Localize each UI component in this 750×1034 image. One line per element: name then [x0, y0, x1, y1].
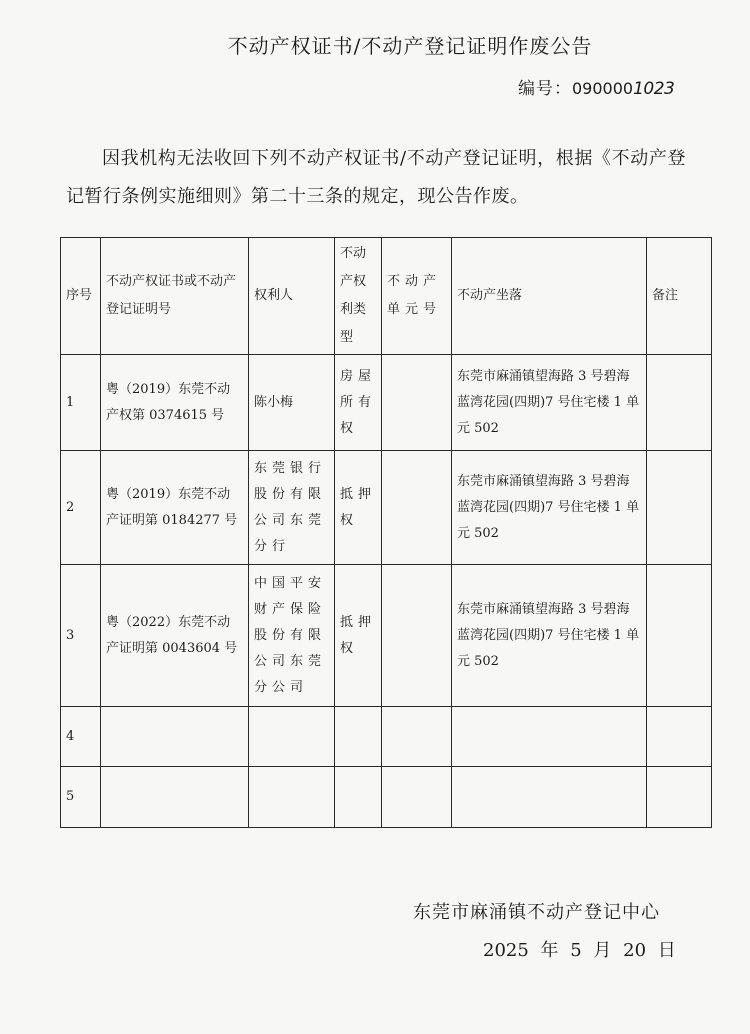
cell-remark [647, 355, 712, 451]
cell-unit-no [382, 707, 452, 767]
cell-unit-no [382, 565, 452, 707]
table-row [61, 707, 712, 767]
cell-remark [647, 565, 712, 707]
table-row [61, 767, 712, 828]
cell-seq: 1 [61, 355, 101, 451]
cell-seq: 4 [61, 707, 101, 767]
cell-remark [647, 451, 712, 565]
cell-unit-no [382, 767, 452, 828]
cell-right-type [335, 707, 382, 767]
cell-unit-no [382, 355, 452, 451]
table-row [61, 355, 712, 451]
header-remark: 备注 [647, 238, 712, 355]
header-location: 不动产坐落 [452, 238, 647, 355]
notice-intro: 因我机构无法收回下列不动产权证书/不动产登记证明，根据《不动产登记暂行条例实施细则》第二十三条的规定，现公告作废。 [66, 148, 686, 207]
serial-label: 编号： [518, 79, 572, 99]
cell-right-type: 抵押权 [335, 565, 382, 707]
serial-printed: 090000 [572, 79, 634, 98]
cell-location [452, 707, 647, 767]
header-unit-no: 不动产单元号 [382, 238, 452, 355]
cell-holder [249, 767, 335, 828]
cell-location [452, 767, 647, 828]
cell-cert: 粤（2022）东莞不动产证明第 0043604 号 [101, 565, 249, 707]
cell-location: 东莞市麻涌镇望海路 3 号碧海蓝湾花园(四期)7 号住宅楼 1 单元 502 [452, 355, 647, 451]
cell-holder: 东莞银行股份有限公司东莞分行 [249, 451, 335, 565]
cell-cert: 粤（2019）东莞不动产证明第 0184277 号 [101, 451, 249, 565]
cell-cert: 粤（2019）东莞不动产权第 0374615 号 [101, 355, 249, 451]
serial-number [518, 74, 674, 99]
issue-date: 2025 年 5 月 20 日 [483, 940, 676, 961]
cell-cert [101, 707, 249, 767]
cell-cert [101, 767, 249, 828]
cell-unit-no [382, 451, 452, 565]
cell-seq: 2 [61, 451, 101, 565]
serial-handwritten: 1023 [633, 79, 675, 99]
cell-holder [249, 707, 335, 767]
cell-remark [647, 767, 712, 828]
cell-seq: 5 [61, 767, 101, 828]
header-holder: 权利人 [249, 238, 335, 355]
cell-right-type: 房屋所有权 [335, 355, 382, 451]
cell-remark [647, 707, 712, 767]
cell-right-type [335, 767, 382, 828]
notice-title: 不动产权证书/不动产登记证明作废公告 [227, 34, 593, 58]
cell-right-type: 抵押权 [335, 451, 382, 565]
cell-location: 东莞市麻涌镇望海路 3 号碧海蓝湾花园(四期)7 号住宅楼 1 单元 502 [452, 565, 647, 707]
cell-holder: 陈小梅 [249, 355, 335, 451]
header-cert: 不动产权证书或不动产登记证明号 [101, 238, 249, 355]
header-right-type: 不动产权利类型 [335, 238, 382, 355]
table-header-row [61, 238, 712, 355]
cell-location: 东莞市麻涌镇望海路 3 号碧海蓝湾花园(四期)7 号住宅楼 1 单元 502 [452, 451, 647, 565]
cell-seq: 3 [61, 565, 101, 707]
table-row [61, 565, 712, 707]
cell-holder: 中国平安财产保险股份有限公司东莞分公司 [249, 565, 335, 707]
void-certificate-table [60, 237, 712, 828]
issuing-organization: 东莞市麻涌镇不动产登记中心 [413, 902, 660, 923]
header-seq: 序号 [61, 238, 101, 355]
table-row [61, 451, 712, 565]
